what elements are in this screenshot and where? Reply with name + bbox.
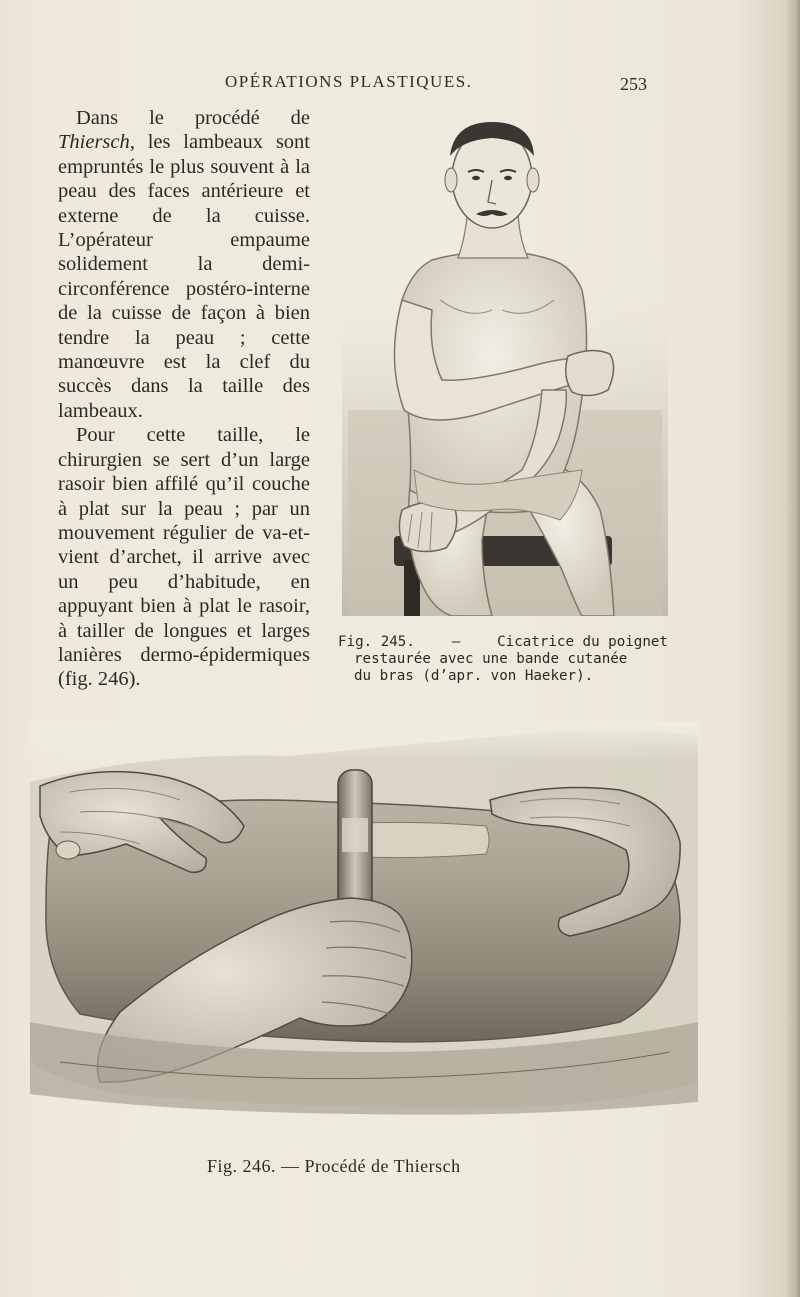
thiersch-graft-engraving [30, 722, 698, 1122]
caption-245-line-2: restaurée avec une bande cutanée [354, 651, 628, 667]
caption-245-label: Fig. 245. [338, 634, 415, 650]
figure-246-caption: Fig. 246. — Procédé de Thiersch [207, 1156, 461, 1176]
caption-245-dash: — [451, 634, 461, 650]
caption-245-text-1: Cicatrice du poignet [497, 634, 668, 650]
figure-246-illustration [30, 722, 698, 1122]
author-name: Thiersch [58, 131, 130, 154]
body-text [58, 106, 310, 692]
paragraph-1 [58, 106, 310, 423]
caption-245-line-1 [338, 634, 668, 651]
page-number: 253 [620, 74, 647, 94]
running-title: OPÉRATIONS PLASTIQUES. [225, 72, 473, 91]
seated-man-engraving [342, 110, 668, 616]
paragraph-1-lead: Dans le procédé de [76, 107, 310, 129]
paragraph-2: Pour cette taille, le chirurgien se sert d’un large rasoir bien affilé qu’il couche à plat sur la peau ; par un mouvement régulier de va-et-vient d’archet, il arrive avec un peu d’habitude, en appuyant bien à plat le rasoir, à tailler de longues et larges lanières dermo-épidermiques (fig. 246). [58, 424, 310, 691]
page-edge-shadow [786, 0, 800, 1297]
paragraph-1-rest: , les lambeaux sont empruntés le plus souvent à la peau des faces antérieure et externe de la cuisse. L’opérateur empaume solidement la demi-circonférence postéro-interne de la cuisse de façon à bien tendre la peau ; cette manœuvre est la clef du succès dans la taille des lambeaux. [58, 131, 310, 422]
figure-245-illustration [342, 110, 668, 616]
caption-245-line-3: du bras (d’apr. von Haeker). [354, 668, 594, 684]
figure-245-caption [338, 634, 668, 685]
